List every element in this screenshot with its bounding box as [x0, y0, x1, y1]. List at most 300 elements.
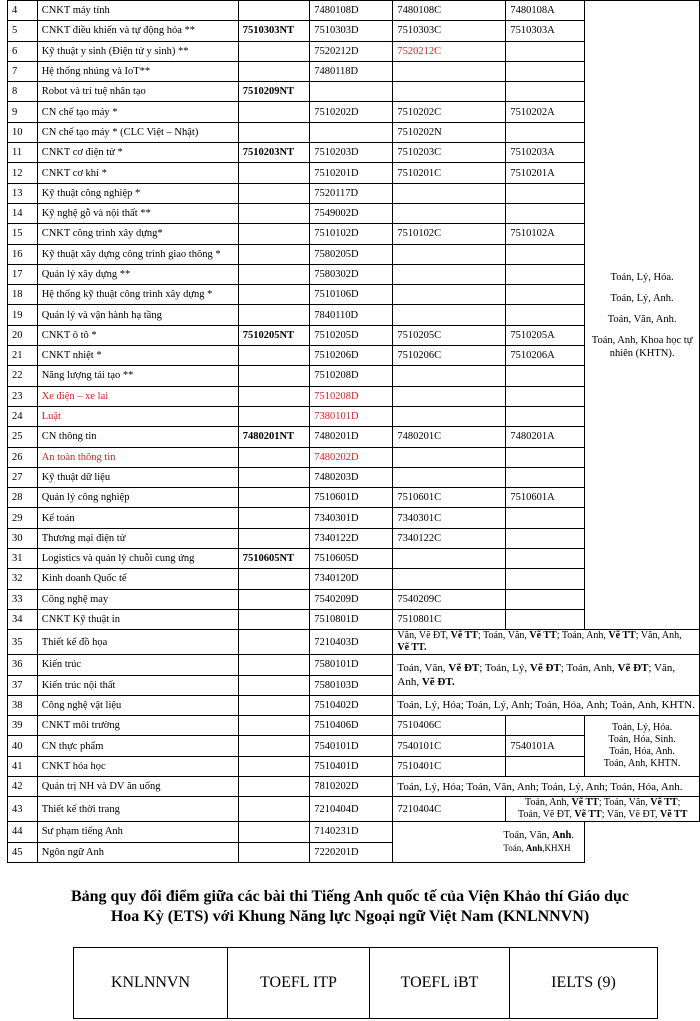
programs-table-body: [8, 1, 700, 863]
subject-text: ,KHXH: [542, 843, 571, 854]
subject-combo: Toán, Hóa, Anh.: [609, 746, 675, 758]
conversion-header: IELTS (9): [510, 948, 658, 1019]
code-d: 7520212D: [310, 41, 393, 61]
code-nt: [238, 1, 309, 21]
program-name: Kỹ thuật y sinh (Điện tử y sinh) **: [37, 41, 238, 61]
subject-text: .: [571, 830, 574, 842]
row-number: 37: [8, 675, 38, 695]
program-name: Ngôn ngữ Anh: [37, 842, 238, 862]
row-number: 17: [8, 264, 38, 284]
subject-text: Vẽ ĐT: [529, 662, 561, 674]
code-a: [506, 366, 585, 386]
subject-text: Vẽ TT: [650, 797, 678, 809]
code-nt: [238, 305, 309, 325]
program-name: CN thông tin: [37, 427, 238, 447]
code-c: [393, 264, 506, 284]
row-number: 14: [8, 203, 38, 223]
code-a: 7510203A: [506, 143, 585, 163]
code-nt: [238, 366, 309, 386]
code-nt: [238, 736, 309, 756]
row-number: 10: [8, 122, 38, 142]
row-number: 39: [8, 716, 38, 736]
code-d: 7480118D: [310, 61, 393, 81]
code-d: 7510201D: [310, 163, 393, 183]
subject-group-44: [393, 822, 585, 863]
code-a: 7510102A: [506, 224, 585, 244]
code-c: 7510203C: [393, 143, 506, 163]
program-name: Hệ thống nhúng và IoT**: [37, 61, 238, 81]
code-c: 7510102C: [393, 224, 506, 244]
row-number: 29: [8, 508, 38, 528]
code-d: 7580302D: [310, 264, 393, 284]
code-d: 7510401D: [310, 756, 393, 776]
subject-text: Vẽ TT: [571, 797, 599, 809]
code-d: 7510106D: [310, 285, 393, 305]
table-row: [8, 695, 700, 715]
code-nt: [238, 609, 309, 629]
subject-row-43: [506, 797, 700, 822]
row-number: 24: [8, 406, 38, 426]
table-row: [8, 842, 700, 862]
program-name: Kỹ thuật công nghiệp *: [37, 183, 238, 203]
row-number: 35: [8, 630, 38, 655]
code-nt: 7480201NT: [238, 427, 309, 447]
code-c: [393, 183, 506, 203]
code-d: 7510203D: [310, 143, 393, 163]
code-a: [506, 386, 585, 406]
program-name: CNKT Kỹ thuật in: [37, 609, 238, 629]
table-row: [8, 1, 700, 21]
conversion-header: KNLNNVN: [74, 948, 228, 1019]
code-nt: [238, 716, 309, 736]
code-a: [506, 467, 585, 487]
code-nt: [238, 224, 309, 244]
code-nt: [238, 447, 309, 467]
row-number: 20: [8, 325, 38, 345]
code-a: [506, 589, 585, 609]
row-number: 34: [8, 609, 38, 629]
program-name: Hệ thống kỹ thuật công trình xây dựng *: [37, 285, 238, 305]
program-name: CNKT cơ khí *: [37, 163, 238, 183]
code-d: 7510406D: [310, 716, 393, 736]
code-d: 7340122D: [310, 528, 393, 548]
row-number: 18: [8, 285, 38, 305]
code-a: [506, 183, 585, 203]
row-number: 21: [8, 346, 38, 366]
subject-text: ; Toán, Anh,: [560, 662, 618, 674]
code-nt: [238, 822, 309, 842]
code-c: 7480108C: [393, 1, 506, 21]
subject-text: Vẽ ĐT: [448, 662, 480, 674]
program-name: Quản lý xây dựng **: [37, 264, 238, 284]
program-name: CNKT ô tô *: [37, 325, 238, 345]
code-c: 7510205C: [393, 325, 506, 345]
code-a: [506, 716, 585, 736]
subject-text: Toán, Anh,: [524, 797, 572, 809]
row-number: 30: [8, 528, 38, 548]
code-nt: [238, 776, 309, 796]
program-name: CNKT cơ điện tử *: [37, 143, 238, 163]
code-d: 7510303D: [310, 21, 393, 41]
subject-text: ; Toán, Văn,: [477, 630, 530, 642]
code-nt: [238, 122, 309, 142]
code-d: 7510206D: [310, 346, 393, 366]
code-nt: 7510205NT: [238, 325, 309, 345]
code-c: 7510206C: [393, 346, 506, 366]
program-name: Năng lượng tái tạo **: [37, 366, 238, 386]
code-d: 7520117D: [310, 183, 393, 203]
subject-group-1: [585, 1, 700, 630]
program-name: CN chế tạo máy *: [37, 102, 238, 122]
code-nt: [238, 285, 309, 305]
row-number: 38: [8, 695, 38, 715]
code-d: 7480108D: [310, 1, 393, 21]
code-c: [393, 406, 506, 426]
row-number: 8: [8, 82, 38, 102]
code-d: 7510102D: [310, 224, 393, 244]
subject-text: Toán, Lý, Hóa; Toán, Lý, Anh; Toán, Hóa, Anh; Toán, Anh, KHTN.: [397, 699, 695, 712]
program-name: Sư phạm tiếng Anh: [37, 822, 238, 842]
table-row: [8, 822, 700, 842]
code-d: 7510605D: [310, 549, 393, 569]
code-d: 7510208D: [310, 386, 393, 406]
program-name: Luật: [37, 406, 238, 426]
code-d: 7540209D: [310, 589, 393, 609]
code-c: 7510202C: [393, 102, 506, 122]
subject-line: [510, 809, 695, 821]
code-c: 7510201C: [393, 163, 506, 183]
code-c: 7540101C: [393, 736, 506, 756]
code-nt: [238, 61, 309, 81]
subject-line: [510, 797, 695, 809]
row-number: 26: [8, 447, 38, 467]
row-number: 31: [8, 549, 38, 569]
code-nt: [238, 467, 309, 487]
code-c: 7510202N: [393, 122, 506, 142]
code-d: 7210403D: [310, 630, 393, 655]
code-d: 7480201D: [310, 427, 393, 447]
code-a: [506, 203, 585, 223]
code-c: [393, 447, 506, 467]
program-name: Thiết kế thời trang: [37, 797, 238, 822]
subject-text: Vẽ ĐT: [617, 662, 649, 674]
code-nt: [238, 244, 309, 264]
code-nt: [238, 675, 309, 695]
subject-text: Toán, Văn,: [503, 830, 553, 842]
code-c: 7510406C: [393, 716, 506, 736]
program-name: CNKT hóa học: [37, 756, 238, 776]
code-c: [393, 366, 506, 386]
conversion-header: TOEFL iBT: [370, 948, 510, 1019]
code-d: 7510801D: [310, 609, 393, 629]
subject-text: ; Toán, Anh,: [556, 630, 609, 642]
subject-combo: Toán, Anh, KHTN.: [603, 758, 681, 770]
row-number: 44: [8, 822, 38, 842]
code-nt: [238, 569, 309, 589]
subject-combo: Toán, Anh, Khoa học tự nhiên (KHTN).: [591, 334, 693, 359]
code-nt: [238, 102, 309, 122]
row-number: 11: [8, 143, 38, 163]
code-c: 7540209C: [393, 589, 506, 609]
conversion-header-row: [74, 948, 658, 1019]
code-d: 7480202D: [310, 447, 393, 467]
program-name: Quản trị NH và DV ăn uống: [37, 776, 238, 796]
program-name: Công nghệ may: [37, 589, 238, 609]
conversion-title: [0, 887, 700, 927]
program-name: CNKT máy tính: [37, 1, 238, 21]
code-a: [506, 756, 585, 776]
code-d: 7510205D: [310, 325, 393, 345]
row-number: 45: [8, 842, 38, 862]
code-c: 7340122C: [393, 528, 506, 548]
code-nt: [238, 655, 309, 675]
code-nt: 7510209NT: [238, 82, 309, 102]
code-d: 7580103D: [310, 675, 393, 695]
subject-text: ; Toán, Văn,: [598, 797, 651, 809]
subject-text: ; Toán, Lý,: [479, 662, 530, 674]
code-a: 7510303A: [506, 21, 585, 41]
subject-combo: Toán, Lý, Anh.: [610, 292, 674, 304]
code-a: 7480201A: [506, 427, 585, 447]
row-number: 12: [8, 163, 38, 183]
row-number: 5: [8, 21, 38, 41]
row-number: 23: [8, 386, 38, 406]
code-d: 7510402D: [310, 695, 393, 715]
row-number: 40: [8, 736, 38, 756]
code-a: 7510201A: [506, 163, 585, 183]
subject-text: Toán, Lý, Hóa; Toán, Văn, Anh; Toán, Lý, Anh; Toán, Hóa, Anh.: [397, 780, 683, 793]
code-nt: [238, 756, 309, 776]
program-name: Quản lý và vận hành hạ tầng: [37, 305, 238, 325]
code-a: [506, 285, 585, 305]
conversion-header: TOEFL ITP: [228, 948, 370, 1019]
code-a: [506, 244, 585, 264]
conversion-table: [73, 947, 658, 1019]
subject-text: Anh: [552, 830, 572, 842]
code-nt: [238, 41, 309, 61]
code-a: [506, 569, 585, 589]
table-row: [8, 630, 700, 655]
row-number: 15: [8, 224, 38, 244]
code-c: [393, 203, 506, 223]
code-nt: [238, 406, 309, 426]
subject-text: Vẽ ĐT.: [421, 676, 455, 688]
code-c: 7340301C: [393, 508, 506, 528]
row-number: 6: [8, 41, 38, 61]
table-row: [8, 797, 700, 822]
program-name: Kế toán: [37, 508, 238, 528]
program-name: CNKT môi trường: [37, 716, 238, 736]
code-c: 7510401C: [393, 756, 506, 776]
program-name: An toàn thông tin: [37, 447, 238, 467]
program-name: CN chế tạo máy * (CLC Việt – Nhật): [37, 122, 238, 142]
code-nt: [238, 528, 309, 548]
code-nt: [238, 508, 309, 528]
code-d: 7510601D: [310, 488, 393, 508]
subject-row-35: [393, 630, 700, 655]
code-c: 7510801C: [393, 609, 506, 629]
subject-combo: Toán, Lý, Hóa.: [610, 271, 674, 283]
row-number: 41: [8, 756, 38, 776]
code-c: [393, 549, 506, 569]
row-number: 16: [8, 244, 38, 264]
subject-row-36: [393, 655, 700, 696]
subject-text: Vẽ TT: [660, 809, 688, 821]
subject-text: Toán,: [503, 843, 526, 854]
subject-text: Văn, Vẽ ĐT,: [397, 630, 451, 642]
code-a: [506, 264, 585, 284]
subject-text: ; Văn, Anh,: [635, 630, 682, 642]
subject-text: Vẽ TT: [574, 809, 602, 821]
program-name: Logistics và quản lý chuỗi cung ứng: [37, 549, 238, 569]
code-nt: [238, 488, 309, 508]
code-d: 7540101D: [310, 736, 393, 756]
code-nt: [238, 183, 309, 203]
conversion-title-line1: Bảng quy đổi điểm giữa các bài thi Tiếng Anh quốc tế của Viện Khảo thí Giáo dục: [70, 888, 629, 905]
table-row: [8, 716, 700, 736]
subject-combo: Toán, Hóa, Sinh.: [608, 734, 676, 746]
row-number: 13: [8, 183, 38, 203]
code-a: 7510206A: [506, 346, 585, 366]
subject-text: Anh: [525, 843, 543, 854]
program-name: Xe điện – xe lai: [37, 386, 238, 406]
row-number: 27: [8, 467, 38, 487]
code-nt: [238, 264, 309, 284]
code-a: 7510601A: [506, 488, 585, 508]
subject-text: Vẽ TT.: [397, 642, 427, 654]
code-d: 7340120D: [310, 569, 393, 589]
subject-line: [503, 842, 580, 855]
row-number: 19: [8, 305, 38, 325]
code-nt: [238, 346, 309, 366]
code-c: [393, 61, 506, 81]
code-d: 7510202D: [310, 102, 393, 122]
code-a: 7510202A: [506, 102, 585, 122]
code-d: 7220201D: [310, 842, 393, 862]
code-nt: [238, 589, 309, 609]
code-a: 7540101A: [506, 736, 585, 756]
code-d: 7580205D: [310, 244, 393, 264]
program-name: Kinh doanh Quốc tế: [37, 569, 238, 589]
code-c: 7510303C: [393, 21, 506, 41]
code-nt: [238, 797, 309, 822]
code-c: [393, 569, 506, 589]
code-nt: [238, 842, 309, 862]
subject-text: Toán, Vẽ ĐT,: [517, 809, 575, 821]
row-number: 25: [8, 427, 38, 447]
row-number: 22: [8, 366, 38, 386]
row-number: 43: [8, 797, 38, 822]
code-d: 7340301D: [310, 508, 393, 528]
code-d: 7510208D: [310, 366, 393, 386]
program-name: CNKT nhiệt *: [37, 346, 238, 366]
code-d: [310, 82, 393, 102]
code-a: 7510205A: [506, 325, 585, 345]
code-nt: 7510303NT: [238, 21, 309, 41]
code-c: [393, 244, 506, 264]
row-number: 36: [8, 655, 38, 675]
row-number: 42: [8, 776, 38, 796]
code-a: [506, 82, 585, 102]
subject-row-38: [393, 695, 700, 715]
program-name: Kiến trúc nội thất: [37, 675, 238, 695]
code-a: [506, 122, 585, 142]
programs-table: [7, 0, 700, 863]
program-name: Kiến trúc: [37, 655, 238, 675]
program-name: CNKT điều khiển và tự động hóa **: [37, 21, 238, 41]
code-nt: 7510605NT: [238, 549, 309, 569]
subject-combo: Toán, Lý, Hóa.: [612, 722, 673, 734]
code-d: 7210404D: [310, 797, 393, 822]
code-nt: 7510203NT: [238, 143, 309, 163]
code-a: [506, 61, 585, 81]
code-a: 7480108A: [506, 1, 585, 21]
code-c: [393, 386, 506, 406]
program-name: Robot và trí tuệ nhân tạo: [37, 82, 238, 102]
code-nt: [238, 695, 309, 715]
code-d: 7549002D: [310, 203, 393, 223]
code-a: [506, 41, 585, 61]
row-number: 7: [8, 61, 38, 81]
conversion-title-line2: Hoa Kỳ (ETS) với Khung Năng lực Ngoại ngữ Việt Nam (KNLNNVN): [110, 908, 590, 925]
code-d: 7840110D: [310, 305, 393, 325]
row-number: 28: [8, 488, 38, 508]
table-row: [8, 655, 700, 675]
code-c: [393, 82, 506, 102]
row-number: 33: [8, 589, 38, 609]
code-a: [506, 305, 585, 325]
code-d: 7810202D: [310, 776, 393, 796]
program-name: Kỹ thuật dữ liệu: [37, 467, 238, 487]
subject-group-39: [585, 716, 700, 777]
code-c: 7510601C: [393, 488, 506, 508]
subject-text: ; Văn, Anh,: [397, 662, 676, 688]
subject-combo: Toán, Văn, Anh.: [607, 313, 677, 325]
subject-row-42: [393, 776, 700, 796]
code-c: [393, 285, 506, 305]
code-a: [506, 406, 585, 426]
subject-text: ;: [677, 797, 681, 809]
code-d: 7140231D: [310, 822, 393, 842]
code-c: [393, 467, 506, 487]
code-nt: [238, 163, 309, 183]
program-name: Kỹ nghệ gỗ và nội thất **: [37, 203, 238, 223]
row-number: 32: [8, 569, 38, 589]
subject-text: Vẽ TT: [529, 630, 557, 642]
code-d: [310, 122, 393, 142]
code-a: [506, 609, 585, 629]
code-nt: [238, 386, 309, 406]
program-name: Quản lý công nghiệp: [37, 488, 238, 508]
code-d: 7480203D: [310, 467, 393, 487]
row-number: 4: [8, 1, 38, 21]
code-a: [506, 508, 585, 528]
subject-text: Vẽ TT: [608, 630, 636, 642]
code-a: [506, 549, 585, 569]
code-c: 7480201C: [393, 427, 506, 447]
code-d: 7380101D: [310, 406, 393, 426]
row-number: 9: [8, 102, 38, 122]
program-name: CNKT công trình xây dựng*: [37, 224, 238, 244]
subject-text: Toán, Văn,: [397, 662, 449, 674]
code-c: 7210404C: [393, 797, 506, 822]
subject-text: Vẽ TT: [450, 630, 478, 642]
code-c: [393, 305, 506, 325]
program-name: Thiết kế đồ họa: [37, 630, 238, 655]
code-a: [506, 447, 585, 467]
code-c: 7520212C: [393, 41, 506, 61]
code-d: 7580101D: [310, 655, 393, 675]
